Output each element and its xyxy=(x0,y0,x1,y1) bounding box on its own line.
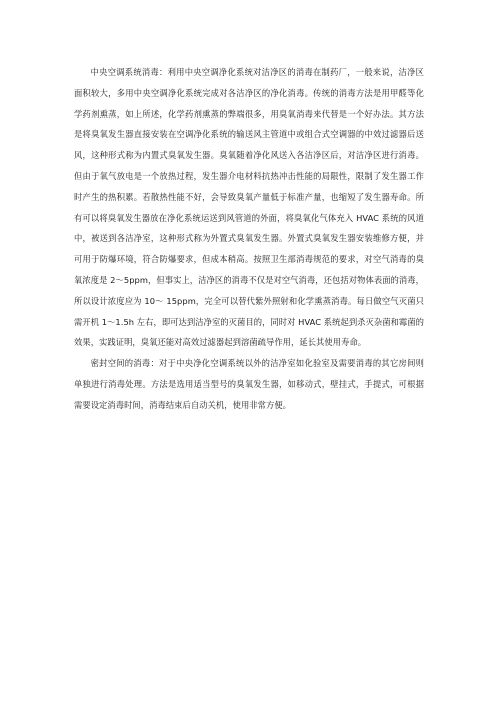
paragraph-central-ac-disinfection: 中央空调系统消毒：利用中央空调净化系统对洁净区的消毒在制药厂，一般来说，洁净区面积较大，多用中央空调净化系统完成对各洁净区的净化消毒。传统的消毒方法是用甲醛等化学药剂熏蒸，如上所述，化学药剂熏蒸的弊端很多，用臭氧消毒来代替是一个好办法。其方法是将臭氧发生器直接安装在空调净化系统的输送风主管道中或组合式空调器的中效过滤器后送风，这种形式称为内置式臭氧发生器。臭氧随着净化风送入各洁净区后，对洁净区进行消毒。但由于氧气放电是一个放热过程，发生器介电材料抗热冲击性能的局限性，限制了发生器工作时产生的热积累。若散热性能不好，会导致臭氧产量低于标准产量，也缩短了发生器寿命。所有可以将臭氧发生器放在净化系统运送到风管道的外面，将臭氧化气体充入 HVAC 系统的风道中，被送到各洁净室，这种形式称为外置式臭氧发生器。外置式臭氧发生器安装维修方便，并可用于防爆环境，符合防爆要求，但成本稍高。按照卫生部消毒规范的要求，对空气消毒的臭氧浓度是 2～5ppm，但事实上，洁净区的消毒不仅是对空气消毒，还包括对物体表面的消毒，所以设计浓度应为 10～ 15ppm，完全可以替代紫外照射和化学熏蒸消毒。每日做空气灭菌只需开机 1～1.5h 左右，即可达到洁净室的灭菌目的，同时对 HVAC 系统起到杀灭杂菌和霉菌的效果，实践证明，臭氧还能对高效过滤器起到溶菌疏导作用，延长其使用寿命。 xyxy=(74,67,424,348)
document-body xyxy=(74,62,424,416)
paragraph-sealed-space-disinfection: 密封空间的消毒：对于中央净化空调系统以外的洁净室如化验室及需要消毒的其它房间则单独进行消毒处理。方法是选用适当型号的臭氧发生器，如移动式，壁挂式，手提式，可根据需要设定消毒时间，消毒结束后自动关机，使用非常方便。 xyxy=(74,358,424,410)
